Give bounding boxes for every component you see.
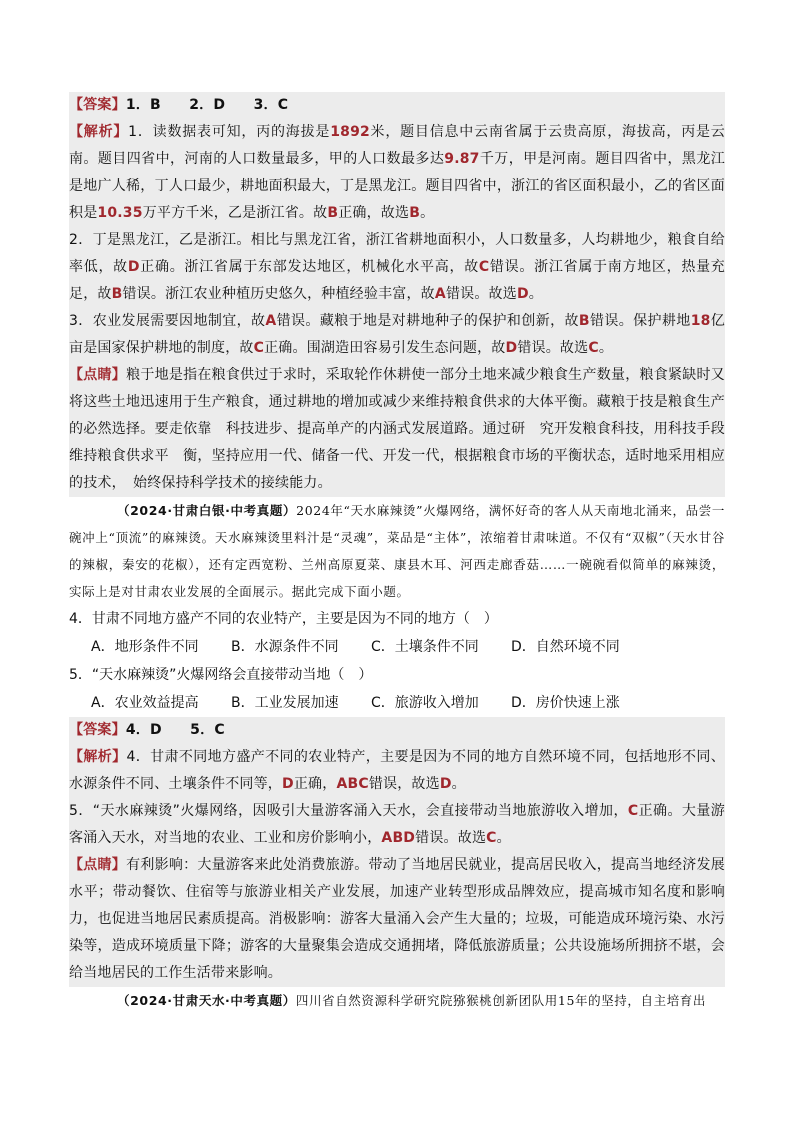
value: B xyxy=(327,205,339,221)
text: 错误。故选 xyxy=(517,340,589,356)
option-b[interactable]: B．水源条件不同 xyxy=(231,639,339,655)
value: B xyxy=(578,313,590,329)
answer-text: 1．B 2．D 3．C xyxy=(125,97,289,113)
value: D xyxy=(439,776,452,792)
text: 错误。故选 xyxy=(445,286,517,302)
text: 错误。浙江农业种植历史悠久，种植经验丰富，故 xyxy=(122,286,435,302)
value: D xyxy=(127,259,140,275)
question-source-2 xyxy=(69,987,725,1014)
value: D xyxy=(282,776,294,792)
value: ABD xyxy=(381,830,416,846)
question-source-1 xyxy=(69,497,725,605)
option-b[interactable]: B．工业发展加速 xyxy=(231,695,339,711)
answer-line xyxy=(69,717,725,744)
text: 正确，故选 xyxy=(338,205,410,221)
text: 错误。保护耕地 xyxy=(589,313,691,329)
key-point-tag: 【点睛】 xyxy=(69,857,127,873)
question-4: 4．甘肃不同地方盛产不同的农业特产，主要是因为不同的地方（ ） xyxy=(69,611,498,627)
text: 3．农业发展需要因地制宜，故 xyxy=(69,313,266,329)
text: 。 xyxy=(496,830,511,846)
option-d[interactable]: D．房价快速上涨 xyxy=(511,695,620,711)
value: 10.35 xyxy=(97,205,143,221)
option-c[interactable]: C．旅游收入增加 xyxy=(371,695,479,711)
content xyxy=(69,92,725,1014)
text: 错误。浙江省属于南方地区，热量充足，故 xyxy=(69,259,725,302)
option-a[interactable]: A．地形条件不同 xyxy=(91,639,199,655)
analysis-2 xyxy=(69,227,725,308)
answer-block-2 xyxy=(69,717,725,987)
text: 亿亩是国家保护耕地的制度，故 xyxy=(69,313,726,356)
question-4-options xyxy=(69,633,725,661)
analysis-3 xyxy=(69,308,725,362)
question-5: 5．“天水麻辣烫”火爆网络会直接带动当地（ ） xyxy=(69,667,373,683)
source-label: （2024·甘肃白银·中考真题） xyxy=(117,503,297,518)
answer-tag: 【答案】 xyxy=(69,722,126,738)
option-a[interactable]: A．农业效益提高 xyxy=(91,695,199,711)
text: 1．读数据表可知，丙的海拔是 xyxy=(128,124,331,140)
value: A xyxy=(265,313,277,329)
value: A xyxy=(434,286,446,302)
analysis-tag: 【解析】 xyxy=(69,749,127,765)
text: 。 xyxy=(598,340,614,356)
source-text: 2024年“天水麻辣烫”火爆网络，满怀好奇的客人从天南地北涌来，品尝一碗冲上“顶流”的麻辣烫。天水麻辣烫里料汁是“灵魂”，菜品是“主体”，浓缩着甘肃味道。不仅有“双椒”（天水甘谷的辣椒，秦安的花椒），还有定西宽粉、兰州高原夏菜、康县木耳、河西走廊香菇……一碗碗看似简单的麻辣烫，实际上是对甘肃农业发展的全面展示。据此完成下面小题。 xyxy=(69,503,725,599)
value: B xyxy=(111,286,123,302)
text: 错误，故选 xyxy=(368,776,440,792)
value: 1892 xyxy=(330,124,370,140)
option-d[interactable]: D．自然环境不同 xyxy=(511,639,620,655)
value: C xyxy=(253,340,265,356)
text: 正确。浙江省属于东部发达地区，机械化水平高，故 xyxy=(139,259,479,275)
value: D xyxy=(505,340,518,356)
value: C xyxy=(627,803,639,819)
text: 万平方千米，乙是浙江省。故 xyxy=(142,205,328,221)
analysis-tag: 【解析】 xyxy=(69,124,129,140)
analysis-1 xyxy=(69,119,725,227)
value: C xyxy=(588,340,599,356)
analysis-5 xyxy=(69,798,725,852)
text: 米，题目信息中云南省属于云贵高原，海拔高，丙是云南。题目四省中，河南的人口数量最多，甲的人口数最多达 xyxy=(69,124,725,167)
key-point-2 xyxy=(69,852,725,987)
value: D xyxy=(516,286,529,302)
key-point-tag: 【点睛】 xyxy=(69,367,127,383)
value: 18 xyxy=(690,313,711,329)
source-text: 四川省自然资源科学研究院猕猴桃创新团队用15年的坚持，自主培育出 xyxy=(295,993,706,1008)
text: 2．丁是黑龙江，乙是浙江。相比与黑龙江省，浙江省耕地面积小，人口数量多，人均耕地少，粮食自给率低，故 xyxy=(69,232,725,275)
answer-tag: 【答案】 xyxy=(69,97,126,113)
text: 正确， xyxy=(293,776,337,792)
key-point-text: 粮于地是指在粮食供过于求时，采取轮作休耕使一部分土地来减少粮食生产数量，粮食紧缺时又将这些土地迅速用于生产粮食，通过耕地的增加或减少来维持粮食供求的大体平衡。藏粮于技是粮食生产的必然选择。要走依靠 科技进步、提高单产的内涵式发展道路。通过研 究开发粮食科技，用科技手段维持粮食供求平 衡，坚持应用一代、储备一代、开发一代，根据粮食市场的平衡状态，适时地采用相应的技术， 始终保持科学技术的接续能力。 xyxy=(69,367,725,491)
key-point-1 xyxy=(69,362,725,497)
answer-block-1 xyxy=(69,92,725,497)
value: ABC xyxy=(336,776,369,792)
text: 。 xyxy=(528,286,543,302)
text: 。 xyxy=(420,205,435,221)
text: 千万，甲是河南。题目四省中，黑龙江是地广人稀，丁人口最少，耕地面积最大，丁是黑龙江。题目四省中，浙江的省区面积最小，乙的省区面积是 xyxy=(69,151,725,221)
text: 正确。大量游客涌入天水，对当地的农业、工业和房价影响小， xyxy=(69,803,725,846)
analysis-4 xyxy=(69,744,725,798)
answer-line xyxy=(69,92,725,119)
value: C xyxy=(486,830,497,846)
text: 错误。藏粮于地是对耕地种子的保护和创新，故 xyxy=(276,313,579,329)
text: 4．甘肃不同地方盛产不同的农业特产，主要是因为不同的地方自然环境不同，包括地形不同、水源条件不同、土壤条件不同等， xyxy=(69,749,725,792)
text: 正确。围湖造田容易引发生态问题，故 xyxy=(264,340,506,356)
value: C xyxy=(478,259,490,275)
option-c[interactable]: C．土壤条件不同 xyxy=(371,639,479,655)
answer-text: 4．D 5．C xyxy=(125,722,225,738)
text: 5．“天水麻辣烫”火爆网络，因吸引大量游客涌入天水，会直接带动当地旅游收入增加， xyxy=(69,803,628,819)
key-point-text: 有利影响：大量游客来此处消费旅游。带动了当地居民就业，提高居民收入，提高当地经济发展水平；带动餐饮、住宿等与旅游业相关产业发展，加速产业转型形成品牌效应，提高城市知名度和影响力，也促进当地居民素质提高。消极影响：游客大量涌入会产生大量的；垃圾，可能造成环境污染、水污染等，造成环境质量下降；游客的大量聚集会造成交通拥堵，降低旅游质量；公共设施场所拥挤不堪，会给当地居民的工作生活带来影响。 xyxy=(69,857,725,981)
value: B xyxy=(409,205,421,221)
text: 错误。故选 xyxy=(415,830,487,846)
source-label: （2024·甘肃天水·中考真题） xyxy=(117,993,296,1008)
value: 9.87 xyxy=(444,151,480,167)
question-5-options xyxy=(69,689,725,717)
text: 。 xyxy=(451,776,466,792)
